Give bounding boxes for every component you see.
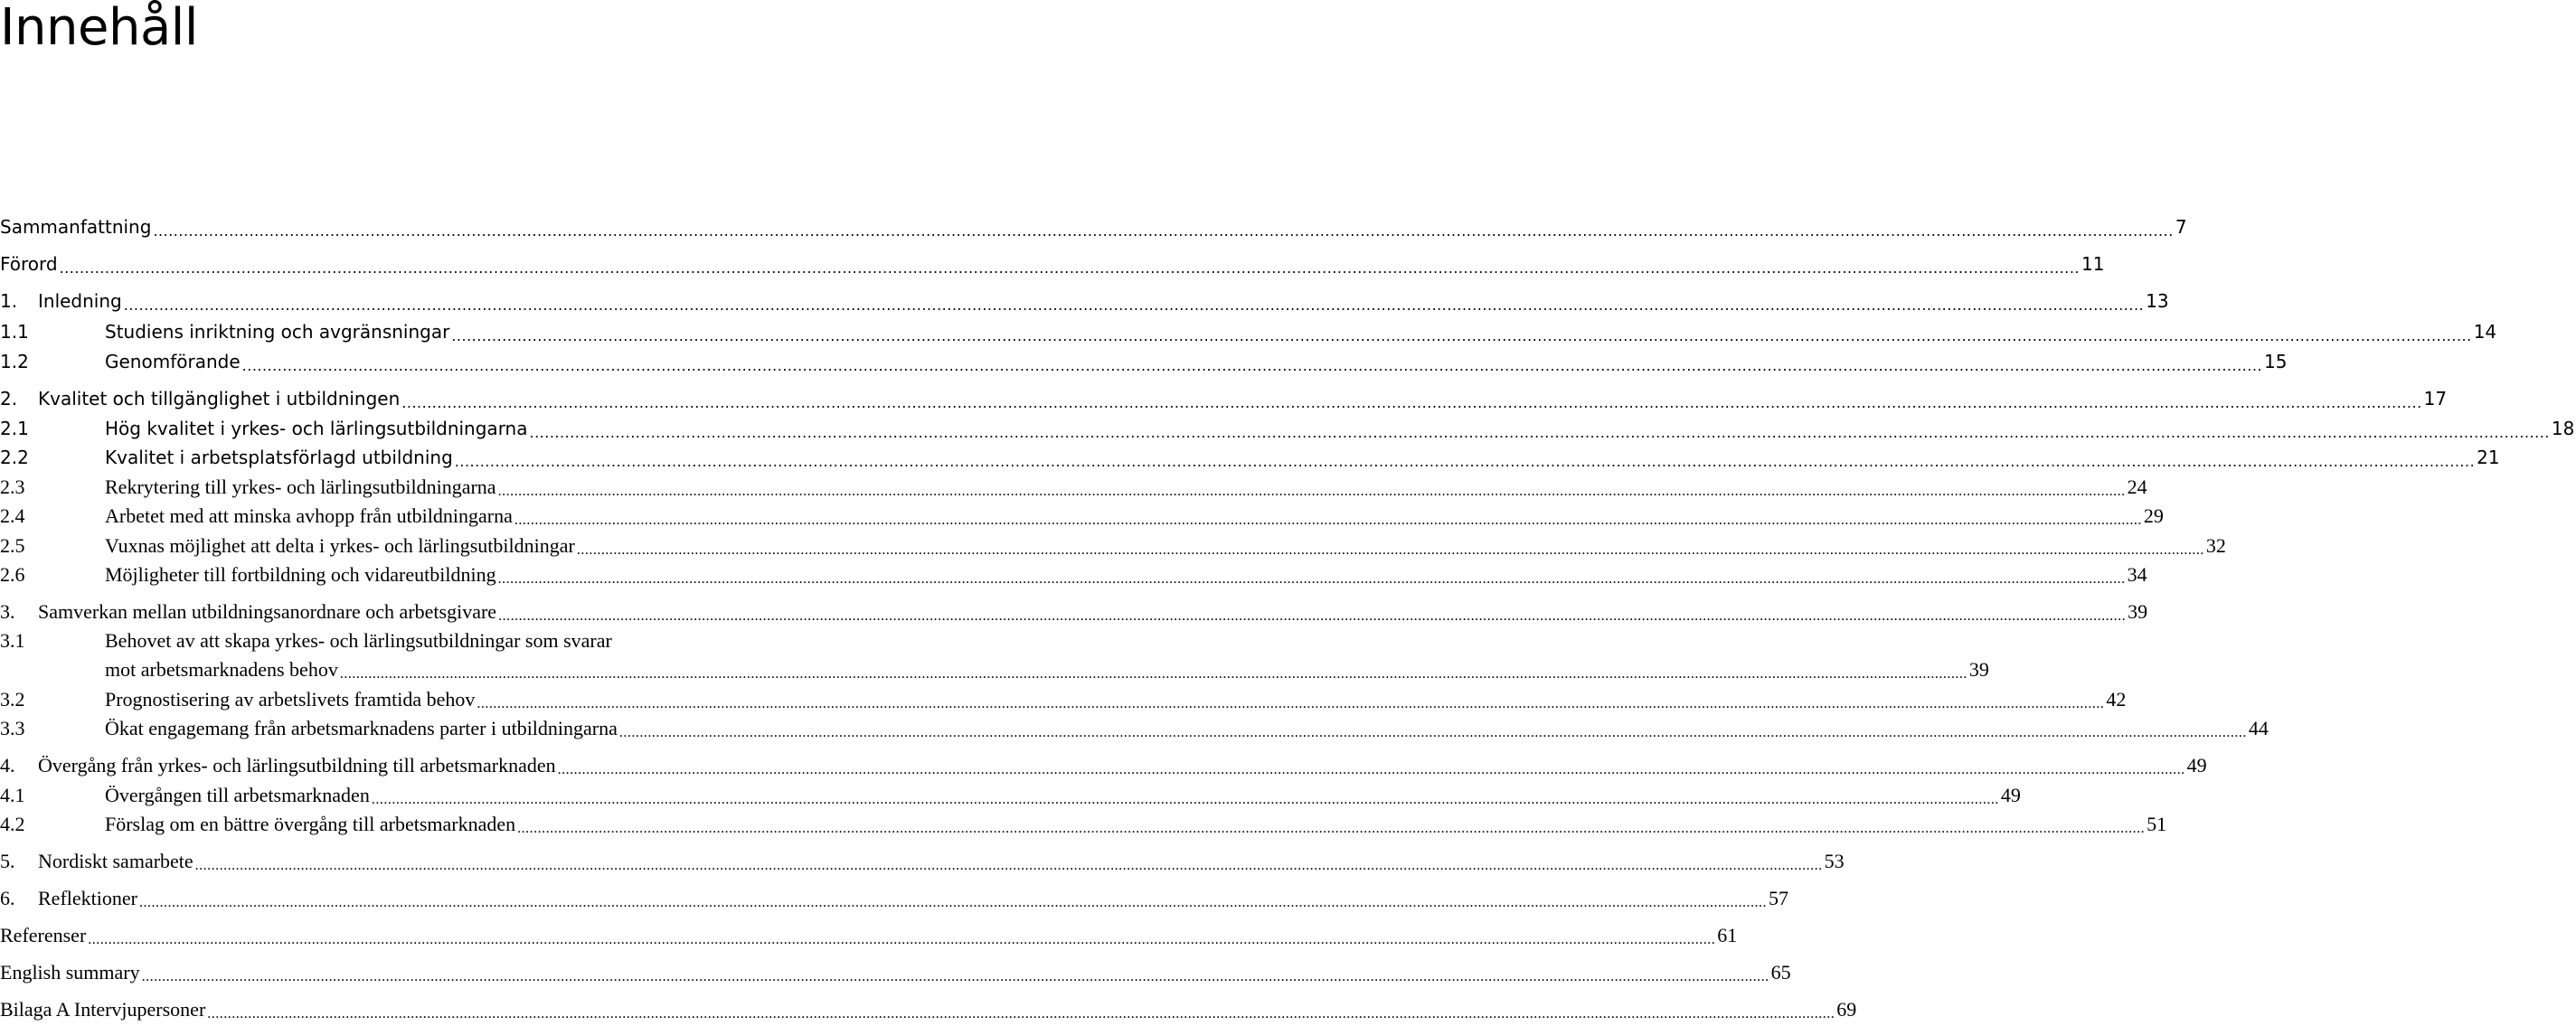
toc-entry-number: 5.: [0, 850, 15, 872]
toc-entry-title: Samverkan mellan utbildningsanordnare och arbetsgivare: [38, 600, 497, 623]
toc-entry-title: Övergång från yrkes- och lärlingsutbildning till arbetsmarknaden: [38, 754, 556, 777]
toc-entry[interactable]: [0, 715, 2269, 742]
toc-entry-title: Vuxnas möjlighet att delta i yrkes- och lärlingsutbildningar: [105, 534, 575, 557]
toc-entry-number: 6.: [0, 887, 15, 909]
toc-entry-title: English summary: [0, 961, 140, 984]
toc-entry[interactable]: [0, 959, 1791, 986]
toc-leader-dots: ................................................................................................................................................................................................................................................................................................................................................................................................................: [497, 484, 2126, 499]
toc-page-number: 21: [2477, 447, 2500, 468]
toc-leader-dots: ................................................................................................................................................................................................................................................................................................................................................................................................................: [138, 895, 1767, 910]
toc-entry[interactable]: [0, 287, 2169, 315]
toc-leader-dots: ................................................................................................................................................................................................................................................................................................................................................................................................................: [451, 327, 2472, 344]
toc-leader-dots: ................................................................................................................................................................................................................................................................................................................................................................................................................: [123, 297, 2145, 314]
toc-entry-number: 4.: [0, 754, 15, 777]
toc-entry-title-continued: mot arbetsmarknadens behov: [105, 658, 338, 681]
toc-entry-title: Studiens inriktning och avgränsningar: [105, 321, 450, 343]
toc-entry[interactable]: [0, 598, 2148, 626]
toc-entry-number: 4.1: [0, 784, 25, 806]
toc-entry[interactable]: [0, 385, 2448, 412]
toc-entry-number: 2.5: [0, 534, 25, 557]
toc-entry-title: Ökat engagemang från arbetsmarknadens parter i utbildningarna: [105, 717, 618, 739]
toc-entry[interactable]: [0, 474, 2147, 501]
toc-page-number: 39: [1968, 658, 1989, 681]
toc-page-number: 11: [2081, 253, 2105, 275]
toc-entry-number: 1.1: [0, 321, 29, 343]
toc-entry-number: 1.: [0, 290, 18, 312]
toc-entry[interactable]: [0, 996, 1857, 1023]
toc-leader-dots: ................................................................................................................................................................................................................................................................................................................................................................................................................: [207, 1006, 1835, 1021]
toc-leader-dots: ................................................................................................................................................................................................................................................................................................................................................................................................................: [557, 762, 2185, 777]
toc-entry-number: 2.3: [0, 475, 25, 498]
toc-entry-title: Kvalitet och tillgänglighet i utbildningen: [38, 388, 401, 409]
toc-page-number: 49: [2186, 754, 2207, 777]
toc-page-number: 29: [2143, 504, 2164, 527]
toc-entry[interactable]: [0, 811, 2167, 838]
toc-entry-number: 2.4: [0, 504, 25, 527]
toc-leader-dots: ................................................................................................................................................................................................................................................................................................................................................................................................................: [529, 424, 2550, 441]
toc-entry-title: Förord: [0, 253, 58, 275]
toc-entry[interactable]: [0, 348, 2288, 375]
toc-entry-first-line[interactable]: [0, 627, 612, 654]
toc-entry[interactable]: [0, 848, 1845, 875]
toc-page-number: 39: [2128, 600, 2148, 623]
toc-leader-dots: ................................................................................................................................................................................................................................................................................................................................................................................................................: [454, 453, 2476, 470]
toc-leader-dots: ................................................................................................................................................................................................................................................................................................................................................................................................................: [194, 858, 1823, 873]
toc-entry-title: Möjligheter till fortbildning och vidareutbildning: [105, 563, 496, 586]
toc-entry-number: 3.3: [0, 717, 25, 739]
toc-leader-dots: ................................................................................................................................................................................................................................................................................................................................................................................................................: [477, 696, 2105, 711]
toc-leader-dots: ................................................................................................................................................................................................................................................................................................................................................................................................................: [241, 357, 2263, 374]
toc-entry-number: 2.1: [0, 418, 29, 439]
toc-page-number: 69: [1836, 998, 1857, 1021]
toc-entry-title: Rekrytering till yrkes- och lärlingsutbildningarna: [105, 475, 496, 498]
toc-entry-title: Bilaga A Intervjupersoner: [0, 998, 206, 1021]
toc-page-number: 7: [2175, 216, 2187, 238]
toc-entry[interactable]: [0, 444, 2500, 471]
toc-entry-title: Behovet av att skapa yrkes- och lärlingsutbildningar som svarar: [105, 629, 612, 652]
toc-entry-number: 3.: [0, 600, 15, 623]
toc-page-number: 42: [2106, 688, 2127, 711]
toc-entry-title: Prognostisering av arbetslivets framtida behov: [105, 688, 476, 711]
toc-leader-dots: ................................................................................................................................................................................................................................................................................................................................................................................................................: [401, 394, 2422, 411]
toc-page-number: 13: [2146, 290, 2169, 312]
toc-leader-dots: ................................................................................................................................................................................................................................................................................................................................................................................................................: [153, 222, 2174, 240]
toc-page-number: 15: [2264, 351, 2288, 372]
toc-entry-number: 3.2: [0, 688, 25, 711]
toc-entry-number: 4.2: [0, 813, 25, 835]
toc-entry[interactable]: [0, 686, 2127, 713]
toc-leader-dots: ................................................................................................................................................................................................................................................................................................................................................................................................................: [371, 792, 1999, 807]
toc-entry-title: Reflektioner: [38, 887, 137, 909]
toc-entry[interactable]: [0, 318, 2497, 345]
toc-leader-dots: ................................................................................................................................................................................................................................................................................................................................................................................................................: [497, 571, 2126, 587]
toc-entry-title: Övergången till arbetsmarknaden: [105, 784, 370, 806]
toc-leader-dots: ................................................................................................................................................................................................................................................................................................................................................................................................................: [618, 725, 2247, 740]
toc-entry-title: Nordiskt samarbete: [38, 850, 193, 872]
toc-entry[interactable]: [0, 250, 2105, 278]
toc-entry[interactable]: [0, 213, 2187, 240]
toc-entry-title: Hög kvalitet i yrkes- och lärlingsutbildningarna: [105, 418, 528, 439]
toc-entry-number: 2.6: [0, 563, 25, 586]
page-title: Innehåll: [0, 0, 198, 57]
toc-entry[interactable]: [0, 885, 1788, 912]
toc-entry-number: 3.1: [0, 629, 25, 652]
toc-leader-dots: ................................................................................................................................................................................................................................................................................................................................................................................................................: [576, 542, 2204, 558]
toc-entry-title: Genomförande: [105, 351, 241, 372]
toc-leader-dots: ................................................................................................................................................................................................................................................................................................................................................................................................................: [141, 969, 1769, 984]
toc-entry-number: 2.: [0, 388, 18, 409]
toc-entry[interactable]: [0, 922, 1738, 949]
toc-page-number: 53: [1824, 850, 1845, 872]
toc-entry[interactable]: [0, 532, 2226, 560]
toc-entry-title: Förslag om en bättre övergång till arbetsmarknaden: [105, 813, 516, 835]
toc-entry[interactable]: [0, 415, 2575, 442]
toc-entry[interactable]: [0, 561, 2147, 588]
toc-leader-dots: ................................................................................................................................................................................................................................................................................................................................................................................................................: [517, 821, 2146, 836]
toc-page-number: 34: [2127, 563, 2147, 586]
toc-leader-dots: ................................................................................................................................................................................................................................................................................................................................................................................................................: [88, 932, 1716, 947]
toc-entry-title: Inledning: [38, 290, 122, 312]
toc-entry-title: Kvalitet i arbetsplatsförlagd utbildning: [105, 447, 453, 468]
toc-entry-title: Sammanfattning: [0, 216, 152, 238]
toc-entry-number: 2.2: [0, 447, 29, 468]
toc-page-number: 49: [2000, 784, 2021, 806]
toc-entry[interactable]: [0, 503, 2164, 530]
toc-entry-number: 1.2: [0, 351, 29, 372]
toc-page-number: 44: [2248, 717, 2269, 739]
toc-page-number: 17: [2423, 388, 2448, 409]
toc-leader-dots: ................................................................................................................................................................................................................................................................................................................................................................................................................: [59, 259, 2080, 277]
toc-page-number: 24: [2127, 475, 2147, 498]
toc-leader-dots: ................................................................................................................................................................................................................................................................................................................................................................................................................: [498, 608, 2127, 624]
toc-entry[interactable]: [0, 656, 1989, 683]
toc-entry-title: Referenser: [0, 924, 87, 946]
toc-page-number: 65: [1770, 961, 1791, 984]
toc-page-number: 57: [1768, 887, 1788, 909]
toc-entry-title: Arbetet med att minska avhopp från utbildningarna: [105, 504, 513, 527]
toc-entry[interactable]: [0, 782, 2021, 809]
toc-page-number: 61: [1717, 924, 1738, 946]
toc-leader-dots: ................................................................................................................................................................................................................................................................................................................................................................................................................: [339, 666, 1967, 682]
toc-page-number: 51: [2147, 813, 2167, 835]
toc-page-number: 18: [2551, 418, 2575, 439]
toc-entry[interactable]: [0, 752, 2207, 779]
toc-leader-dots: ................................................................................................................................................................................................................................................................................................................................................................................................................: [514, 513, 2142, 528]
toc-page-number: 32: [2205, 534, 2226, 557]
toc-page-number: 14: [2473, 321, 2497, 343]
